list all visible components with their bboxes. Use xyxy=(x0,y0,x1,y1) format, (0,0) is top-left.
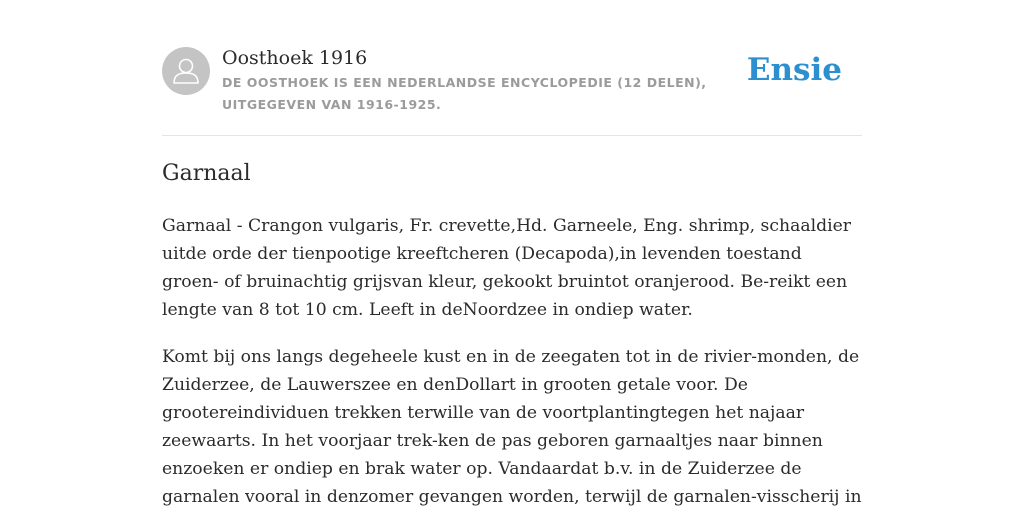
article-paragraph: Komt bij ons langs degeheele kust en in de zeegaten tot in de rivier-monden, de Zuiderzee, de Lauwerszee en denDollart in grooten getale voor. De grootereindividuen trekken terwille van de voortplantingtegen het najaar zeewaarts. In het voorjaar trek-ken de pas geboren garnaaltjes naar binnen enzoeken er ondiep en brak water op. Vandaardat b.v. in de Zuiderzee de garnalen vooral in denzomer gevangen worden, terwijl de garnalen-visscherij in xyxy=(162,347,862,507)
article-paragraph: Garnaal - Crangon vulgaris, Fr. crevette,Hd. Garneele, Eng. shrimp, schaaldier uitde orde der tienpootige kreeftcheren (Decapoda),in levenden toestand groen- of bruinachtig grijsvan kleur, gekookt bruintot oranjerood. Be-reikt een lengte van 8 tot 10 cm. Leeft in deNoordzee in ondiep water. xyxy=(162,216,851,320)
source-title[interactable]: Oosthoek 1916 xyxy=(222,47,368,69)
user-icon xyxy=(162,47,210,95)
avatar[interactable] xyxy=(162,47,210,95)
header-divider xyxy=(162,135,862,136)
ensie-logo-link[interactable]: Ensie xyxy=(746,52,842,88)
article-title: Garnaal xyxy=(162,161,251,186)
source-header xyxy=(162,46,862,136)
source-description: DE OOSTHOEK IS EEN NEDERLANDSE ENCYCLOPEDIE (12 DELEN), UITGEGEVEN VAN 1916-1925. xyxy=(222,75,707,112)
article xyxy=(162,158,862,511)
